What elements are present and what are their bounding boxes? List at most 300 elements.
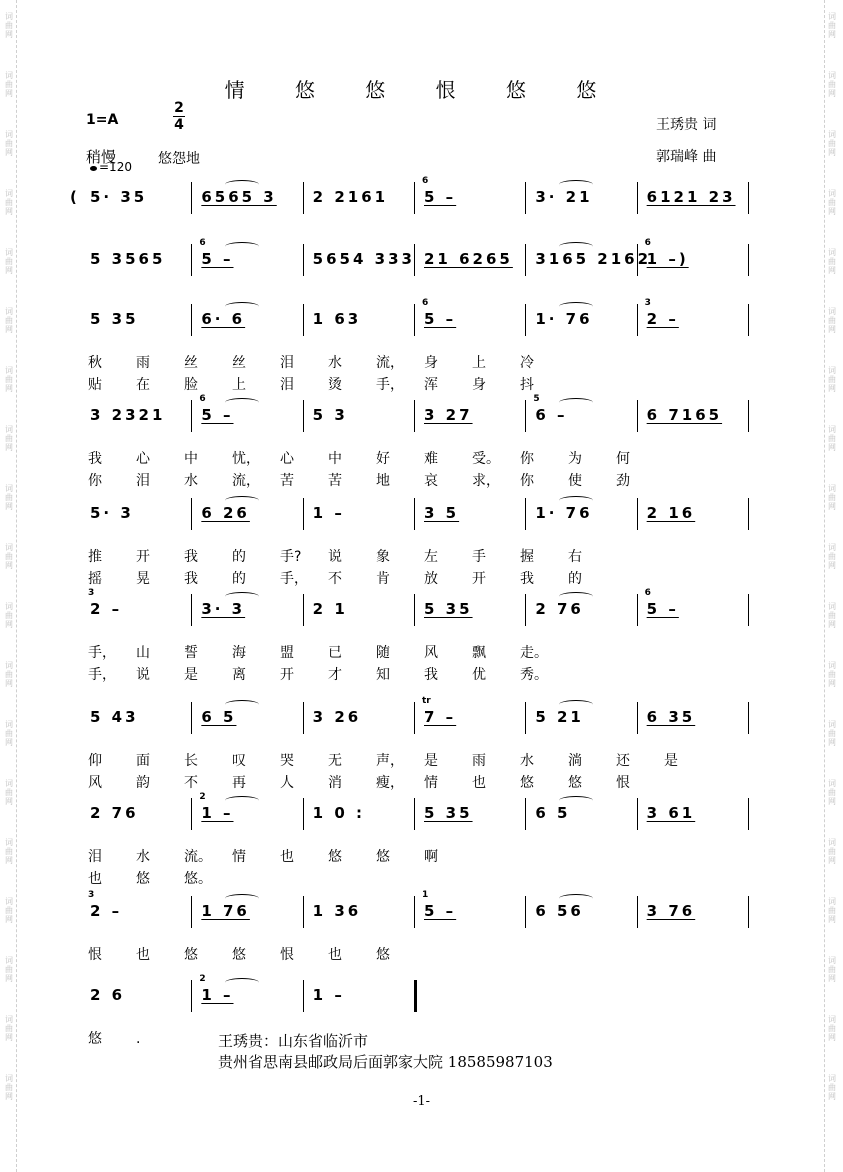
- lyric-syllable: 说: [136, 667, 150, 683]
- watermark-char: 网: [828, 30, 836, 39]
- measure-notes: 2 –: [90, 902, 123, 920]
- lyrics-line: [88, 470, 748, 490]
- slur-mark: [559, 242, 593, 251]
- watermark-glyphs: [828, 130, 836, 157]
- watermark-char: 词: [828, 366, 836, 375]
- barline: [303, 798, 304, 830]
- lyric-syllable: 手，: [280, 571, 308, 587]
- watermark-glyphs: [5, 956, 13, 983]
- lyric-syllable: 手，: [376, 377, 404, 393]
- lyric-syllable: 手?: [280, 549, 302, 565]
- measure-notes: 6121 23: [646, 188, 736, 206]
- watermark-char: 词: [5, 838, 13, 847]
- watermark-char: 曲: [828, 80, 836, 89]
- measure-notes: 3 5: [424, 504, 460, 522]
- lyric-syllable: 悠: [88, 1031, 102, 1047]
- measure-notes: 6· 6: [201, 310, 246, 328]
- barline: [303, 182, 304, 214]
- measure-notes: 1 76: [201, 902, 250, 920]
- lyric-syllable: 再: [232, 775, 246, 791]
- watermark-char: 词: [5, 71, 13, 80]
- lyric-syllable: 悠: [376, 849, 390, 865]
- lyric-syllable: 肯: [376, 571, 390, 587]
- lyric-syllable: 贴: [88, 377, 102, 393]
- barline: [525, 702, 526, 734]
- barline: [748, 798, 749, 830]
- watermark-char: 词: [5, 720, 13, 729]
- watermark-glyphs: [5, 897, 13, 924]
- watermark-char: 词: [5, 1074, 13, 1083]
- lyric-syllable: 手，: [88, 645, 116, 661]
- watermark-char: 词: [5, 425, 13, 434]
- slur-mark: [225, 180, 259, 189]
- watermark-char: 词: [5, 897, 13, 906]
- watermark-char: 网: [828, 89, 836, 98]
- measure-notes: 6 5: [201, 708, 237, 726]
- watermark-char: 词: [5, 307, 13, 316]
- barline: [637, 498, 638, 530]
- watermark-char: 曲: [828, 257, 836, 266]
- watermark-glyphs: [828, 307, 836, 334]
- barline: [748, 594, 749, 626]
- lyric-syllable: 在: [136, 377, 150, 393]
- watermark-char: 词: [828, 248, 836, 257]
- barline: [414, 594, 415, 626]
- lyric-syllable: 泪: [280, 355, 294, 371]
- watermark-glyphs: [828, 425, 836, 452]
- slur-mark: [559, 700, 593, 709]
- watermark-char: 曲: [5, 493, 13, 502]
- watermark-glyphs: [5, 12, 13, 39]
- lyric-syllable: 优: [472, 667, 486, 683]
- quarter-note-icon: [90, 166, 97, 171]
- grace-note: 6: [422, 298, 429, 308]
- measure-notes: 5 35: [424, 804, 473, 822]
- barline: [748, 498, 749, 530]
- watermark-char: 词: [828, 71, 836, 80]
- measure-notes: 1 –: [201, 804, 234, 822]
- lyric-syllable: 盟: [280, 645, 294, 661]
- watermark-char: 曲: [5, 198, 13, 207]
- lyric-syllable: 我: [184, 549, 198, 565]
- lyric-syllable: 流，: [376, 355, 404, 371]
- lyric-syllable: 中: [328, 451, 342, 467]
- lyric-syllable: 是: [184, 667, 198, 683]
- expression-mark: 悠怨地: [158, 151, 200, 167]
- watermark-char: 网: [5, 502, 13, 511]
- watermark-char: 词: [5, 189, 13, 198]
- lyric-syllable: 的: [568, 571, 582, 587]
- barline: [414, 980, 417, 1012]
- lyrics-line: [88, 868, 748, 888]
- watermark-glyphs: [828, 1015, 836, 1042]
- lyric-syllable: 摇: [88, 571, 102, 587]
- measure-notes: 2 76: [535, 600, 584, 618]
- lyric-syllable: 受。: [472, 451, 500, 467]
- watermark-char: 词: [828, 12, 836, 21]
- lyrics-line: [88, 944, 748, 964]
- watermark-char: 网: [5, 915, 13, 924]
- measure-notes: 2 6: [90, 986, 126, 1004]
- lyric-syllable: 不: [184, 775, 198, 791]
- barline: [414, 702, 415, 734]
- watermark-char: 网: [828, 738, 836, 747]
- watermark-char: 曲: [828, 965, 836, 974]
- lyric-syllable: 风: [424, 645, 438, 661]
- barline: [637, 182, 638, 214]
- lyric-syllable: 人: [280, 775, 294, 791]
- lyric-syllable: 也: [472, 775, 486, 791]
- grace-note: 3: [88, 588, 95, 598]
- barline: [748, 182, 749, 214]
- watermark-glyphs: [828, 661, 836, 688]
- barline: [191, 498, 192, 530]
- lyric-syllable: 浑: [424, 377, 438, 393]
- measure-notes: 3 76: [646, 902, 696, 920]
- lyric-syllable: 泪: [136, 473, 150, 489]
- watermark-char: 曲: [5, 139, 13, 148]
- lyrics-line: [88, 750, 748, 770]
- watermark-char: 曲: [5, 1024, 13, 1033]
- barline: [525, 498, 526, 530]
- lyric-syllable: 走。: [520, 645, 548, 661]
- measure-notes: 2 1: [312, 600, 348, 618]
- lyric-syllable: 地: [376, 473, 390, 489]
- repeat-paren: (: [70, 188, 80, 206]
- measure-notes: 5 3565: [90, 250, 166, 268]
- watermark-char: 网: [5, 207, 13, 216]
- watermark-char: 网: [5, 679, 13, 688]
- measure-notes: 1 –: [201, 986, 234, 1004]
- lyric-syllable: 叹: [232, 753, 246, 769]
- lyric-syllable: 也: [280, 849, 294, 865]
- lyric-syllable: 淌: [568, 753, 582, 769]
- watermark-char: 曲: [828, 375, 836, 384]
- song-title: 情 悠 悠 恨 悠 悠: [224, 78, 619, 102]
- watermark-glyphs: [5, 720, 13, 747]
- lyric-syllable: 恨: [616, 775, 630, 791]
- lyrics-line: [88, 352, 748, 372]
- watermark-char: 曲: [828, 21, 836, 30]
- grace-note: 5: [533, 394, 540, 404]
- watermark-char: 词: [828, 779, 836, 788]
- watermark-glyphs: [828, 12, 836, 39]
- watermark-char: 词: [828, 1074, 836, 1083]
- grace-note: 2: [199, 792, 206, 802]
- grace-note: 1: [422, 890, 429, 900]
- watermark-char: 曲: [828, 139, 836, 148]
- barline: [414, 400, 415, 432]
- watermark-char: 网: [5, 325, 13, 334]
- lyric-syllable: 悠: [328, 849, 342, 865]
- watermark-char: 词: [828, 543, 836, 552]
- footer-address-2: 贵州省思南县邮政局后面郭家大院 18585987103: [218, 1053, 553, 1071]
- watermark-char: 词: [5, 661, 13, 670]
- lyric-syllable: 心: [136, 451, 150, 467]
- watermark-char: 网: [5, 974, 13, 983]
- measure-notes: 6 –: [535, 406, 568, 424]
- measure-notes: 1 63: [312, 310, 362, 328]
- watermark-char: 网: [828, 207, 836, 216]
- slur-mark: [559, 496, 593, 505]
- lyric-syllable: 悠: [520, 775, 534, 791]
- lyric-syllable: 是: [664, 753, 678, 769]
- measure-notes: 1 –: [312, 986, 345, 1004]
- watermark-char: 曲: [828, 493, 836, 502]
- measure-notes: 5 –: [201, 250, 234, 268]
- watermark-char: 网: [828, 856, 836, 865]
- watermark-char: 网: [828, 443, 836, 452]
- lyric-syllable: 山: [136, 645, 150, 661]
- lyrics-line: [88, 448, 748, 468]
- lyric-syllable: 握: [520, 549, 534, 565]
- lyric-syllable: 劲: [616, 473, 630, 489]
- slur-mark: [225, 398, 259, 407]
- lyricist-credit: 王琇贵 词: [656, 117, 717, 133]
- watermark-char: 网: [828, 325, 836, 334]
- lyric-syllable: 晃: [136, 571, 150, 587]
- barline: [191, 980, 192, 1012]
- watermark-char: 词: [828, 956, 836, 965]
- measure-notes: 5 35: [424, 600, 473, 618]
- watermark-char: 词: [828, 838, 836, 847]
- lyric-syllable: 面: [136, 753, 150, 769]
- barline: [525, 594, 526, 626]
- slur-mark: [225, 978, 259, 987]
- grace-note: 6: [422, 176, 429, 186]
- barline: [525, 182, 526, 214]
- measure-notes: 2 2161: [312, 188, 389, 206]
- watermark-char: 网: [5, 738, 13, 747]
- barline: [191, 304, 192, 336]
- watermark-char: 网: [828, 915, 836, 924]
- barline: [637, 400, 638, 432]
- watermark-char: 曲: [5, 847, 13, 856]
- watermark-char: 网: [5, 266, 13, 275]
- lyric-syllable: 泪: [88, 849, 102, 865]
- watermark-char: 曲: [828, 847, 836, 856]
- measure-notes: 21 6265: [424, 250, 513, 268]
- slur-mark: [225, 700, 259, 709]
- measure-notes: 2 –: [646, 310, 679, 328]
- watermark-char: 曲: [5, 21, 13, 30]
- watermark-char: 网: [828, 797, 836, 806]
- slur-mark: [559, 894, 593, 903]
- lyric-syllable: 啊: [424, 849, 438, 865]
- watermark-glyphs: [5, 189, 13, 216]
- measure-notes: 3 2321: [90, 406, 166, 424]
- watermark-char: 词: [5, 543, 13, 552]
- barline: [191, 244, 192, 276]
- barline: [637, 244, 638, 276]
- watermark-char: 网: [5, 1092, 13, 1101]
- barline: [191, 182, 192, 214]
- barline: [414, 896, 415, 928]
- lyric-syllable: 你: [88, 473, 102, 489]
- lyric-syllable: 我: [424, 667, 438, 683]
- watermark-glyphs: [828, 956, 836, 983]
- time-signature-bottom: 4: [174, 117, 184, 133]
- watermark-char: 曲: [5, 729, 13, 738]
- watermark-glyphs: [5, 1015, 13, 1042]
- lyric-syllable: 秀。: [520, 667, 548, 683]
- lyric-syllable: 你: [520, 473, 534, 489]
- measure-notes: 3· 21: [535, 188, 593, 206]
- lyric-syllable: 也: [328, 947, 342, 963]
- watermark-char: 网: [828, 561, 836, 570]
- lyric-syllable: 无: [328, 753, 342, 769]
- watermark-char: 曲: [828, 729, 836, 738]
- watermark-char: 词: [828, 602, 836, 611]
- watermark-char: 词: [5, 12, 13, 21]
- watermark-char: 曲: [5, 906, 13, 915]
- watermark-glyphs: [5, 248, 13, 275]
- barline: [525, 798, 526, 830]
- lyric-syllable: 悠。: [184, 871, 212, 887]
- grace-note: 3: [88, 890, 95, 900]
- key-signature: 1=A: [86, 112, 119, 128]
- lyrics-line: [88, 1028, 748, 1048]
- lyric-syllable: 象: [376, 549, 390, 565]
- lyrics-line: [88, 772, 748, 792]
- lyric-syllable: 你: [520, 451, 534, 467]
- watermark-char: 曲: [828, 198, 836, 207]
- lyric-syllable: 恨: [280, 947, 294, 963]
- grace-note: 6: [644, 588, 651, 598]
- lyric-syllable: 说: [328, 549, 342, 565]
- barline: [525, 244, 526, 276]
- watermark-char: 曲: [5, 965, 13, 974]
- watermark-char: 网: [828, 620, 836, 629]
- watermark-char: 网: [5, 620, 13, 629]
- lyric-syllable: 水: [520, 753, 534, 769]
- grace-note: 6: [199, 238, 206, 248]
- lyric-syllable: 身: [424, 355, 438, 371]
- lyric-syllable: 瘦，: [376, 775, 404, 791]
- lyric-syllable: 已: [328, 645, 342, 661]
- lyric-syllable: 左: [424, 549, 438, 565]
- measure-notes: 6 35: [646, 708, 696, 726]
- lyric-syllable: 心: [280, 451, 294, 467]
- watermark-char: 词: [828, 484, 836, 493]
- slur-mark: [559, 302, 593, 311]
- watermark-char: 网: [5, 797, 13, 806]
- watermark-char: 曲: [828, 788, 836, 797]
- lyric-syllable: 仰: [88, 753, 102, 769]
- lyric-syllable: 知: [376, 667, 390, 683]
- watermark-char: 词: [5, 779, 13, 788]
- lyric-syllable: 情: [232, 849, 246, 865]
- watermark-char: 网: [5, 30, 13, 39]
- grace-note: 6: [199, 394, 206, 404]
- lyric-syllable: 长: [184, 753, 198, 769]
- tempo-marking: [90, 160, 132, 174]
- watermark-glyphs: [5, 307, 13, 334]
- lyric-syllable: 流，: [232, 473, 260, 489]
- tempo-word: 稍慢: [86, 148, 117, 166]
- barline: [637, 798, 638, 830]
- lyrics-line: [88, 568, 748, 588]
- barline: [303, 702, 304, 734]
- watermark-glyphs: [828, 838, 836, 865]
- lyric-syllable: 悠: [136, 871, 150, 887]
- measure-notes: 2 –: [90, 600, 123, 618]
- lyric-syllable: 苦: [280, 473, 294, 489]
- barline: [637, 702, 638, 734]
- lyric-syllable: 上: [232, 377, 246, 393]
- barline: [191, 594, 192, 626]
- watermark-char: 词: [828, 130, 836, 139]
- measure-notes: 1 –: [312, 504, 345, 522]
- watermark-char: 词: [828, 661, 836, 670]
- watermark-glyphs: [828, 543, 836, 570]
- watermark-char: 网: [5, 443, 13, 452]
- measure-notes: 1 0 :: [312, 804, 365, 822]
- watermark-glyphs: [828, 779, 836, 806]
- watermark-char: 网: [828, 1092, 836, 1101]
- lyric-syllable: 悠: [376, 947, 390, 963]
- lyric-syllable: 手: [472, 549, 486, 565]
- measure-notes: 6 56: [535, 902, 584, 920]
- lyric-syllable: 中: [184, 451, 198, 467]
- watermark-char: 网: [5, 384, 13, 393]
- slur-mark: [559, 796, 593, 805]
- lyric-syllable: 还: [616, 753, 630, 769]
- measure-notes: 1 36: [312, 902, 362, 920]
- lyric-syllable: 流。: [184, 849, 212, 865]
- lyric-syllable: 悠: [184, 947, 198, 963]
- watermark-char: 曲: [828, 611, 836, 620]
- measure-notes: 5· 3: [90, 504, 134, 522]
- watermark-char: 词: [5, 484, 13, 493]
- lyric-syllable: 推: [88, 549, 102, 565]
- lyric-syllable: 哭: [280, 753, 294, 769]
- watermark-char: 网: [5, 856, 13, 865]
- lyric-syllable: 水: [136, 849, 150, 865]
- lyric-syllable: 开: [280, 667, 294, 683]
- measure-notes: 6565 3: [201, 188, 277, 206]
- lyrics-line: [88, 664, 748, 684]
- lyric-syllable: 开: [472, 571, 486, 587]
- barline: [525, 304, 526, 336]
- barline: [303, 498, 304, 530]
- barline: [414, 244, 415, 276]
- measure-notes: 6 5: [535, 804, 571, 822]
- watermark-char: 曲: [5, 434, 13, 443]
- barline: [191, 896, 192, 928]
- lyrics-line: [88, 546, 748, 566]
- lyric-syllable: 的: [232, 571, 246, 587]
- watermark-char: 网: [828, 974, 836, 983]
- lyric-syllable: 好: [376, 451, 390, 467]
- grace-note: 6: [644, 238, 651, 248]
- left-watermark-strip: [2, 0, 17, 1172]
- watermark-char: 网: [828, 384, 836, 393]
- lyric-syllable: 悠: [568, 775, 582, 791]
- measure-notes: 5 –: [201, 406, 234, 424]
- watermark-char: 词: [5, 1015, 13, 1024]
- watermark-glyphs: [828, 366, 836, 393]
- watermark-char: 曲: [828, 552, 836, 561]
- watermark-glyphs: [828, 248, 836, 275]
- measure-notes: 5 35: [90, 310, 139, 328]
- barline: [637, 896, 638, 928]
- lyric-syllable: 哀: [424, 473, 438, 489]
- watermark-char: 网: [828, 502, 836, 511]
- barline: [414, 304, 415, 336]
- lyric-syllable: 水: [328, 355, 342, 371]
- watermark-glyphs: [5, 366, 13, 393]
